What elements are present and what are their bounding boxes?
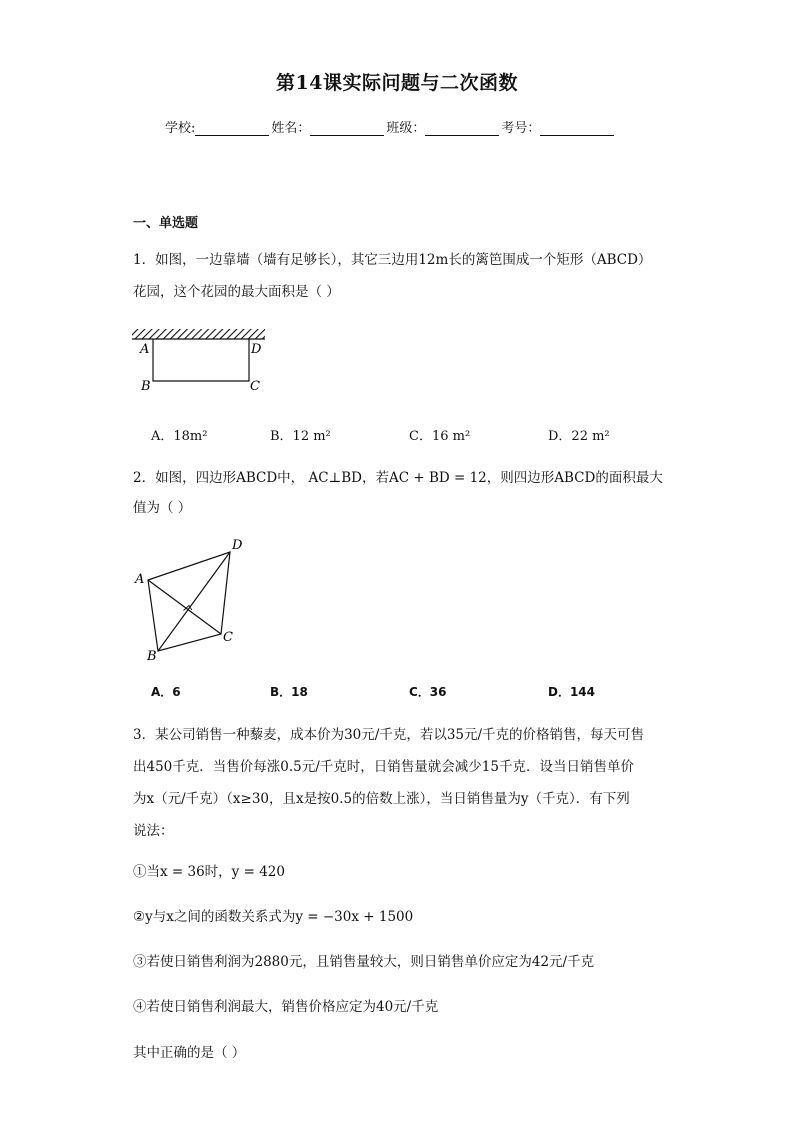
q3-line2: 出450千克．当售价每涨0.5元/千克时，日销售量就会减少15千克．设当日销售单价: [133, 759, 634, 775]
wall-hatch: [132, 329, 265, 339]
q2-option-a: A．6: [151, 685, 181, 699]
name-label: 姓名：: [271, 121, 311, 136]
diagonal-ac: [148, 580, 221, 634]
q2-line1: 2．如图，四边形ABCD中， AC⊥BD，若AC + BD = 12，则四边形ABCD的面积最大: [133, 470, 663, 486]
label-B: B: [147, 649, 157, 664]
q1-line2: 花园，这个花园的最大面积是（ ）: [133, 284, 340, 300]
class-blank: [425, 121, 499, 136]
q3-line4: 说法：: [133, 823, 174, 839]
label-D: D: [232, 538, 243, 553]
school-label: 学校:: [165, 121, 196, 136]
q1-option-a: A．18m²: [151, 429, 208, 444]
diagonal-bd: [158, 552, 230, 651]
q2-option-c: C．36: [409, 685, 447, 699]
q3-statement-2: ②y与x之间的函数关系式为y = −30x + 1500: [133, 909, 414, 925]
q1-option-b: B．12 m²: [270, 429, 331, 444]
q2-option-d: D．144: [548, 685, 596, 699]
q3-statement-3: ③若使日销售利润为2880元，且销售量较大，则日销售单价应定为42元/千克: [133, 954, 595, 970]
q1-option-c: C．16 m²: [409, 429, 471, 444]
q1-line1: 1．如图，一边靠墙（墙有足够长），其它三边用12m长的篱笆围成一个矩形（ABCD）: [133, 252, 652, 268]
label-A: A: [140, 342, 150, 357]
fence-rect: [153, 339, 249, 381]
q2-option-b: B．18: [270, 685, 308, 699]
section-heading: 一、单选题: [133, 216, 199, 231]
q1-option-d: D．22 m²: [548, 429, 610, 444]
school-blank: [195, 121, 269, 136]
label-A: A: [135, 572, 145, 587]
name-blank: [310, 121, 384, 136]
q2-figure: [128, 532, 254, 666]
label-D: D: [251, 342, 262, 357]
q3-line3: 为x（元/千克）（x≥30，且x是按0.5的倍数上涨），当日销售量为y（千克）．有下列: [133, 791, 630, 807]
student-info-row: [165, 117, 616, 136]
q2-line2: 值为（ ）: [133, 500, 192, 516]
label-B: B: [141, 379, 151, 394]
q3-line1: 3．某公司销售一种藜麦，成本价为30元/千克，若以35元/千克的价格销售，每天可售: [133, 727, 645, 743]
quadrilateral-abcd: [148, 552, 230, 651]
label-C: C: [223, 630, 233, 645]
q1-figure: [128, 324, 273, 396]
id-label: 考号：: [501, 121, 541, 136]
label-C: C: [250, 379, 260, 394]
q3-statement-4: ④若使日销售利润最大，销售价格应定为40元/千克: [133, 999, 439, 1015]
q3-question: 其中正确的是（ ）: [133, 1045, 246, 1061]
class-label: 班级：: [386, 121, 426, 136]
page-title: 第14课实际问题与二次函数: [276, 72, 518, 94]
id-blank: [540, 121, 614, 136]
q3-statement-1: ①当x = 36时，y = 420: [133, 864, 285, 880]
